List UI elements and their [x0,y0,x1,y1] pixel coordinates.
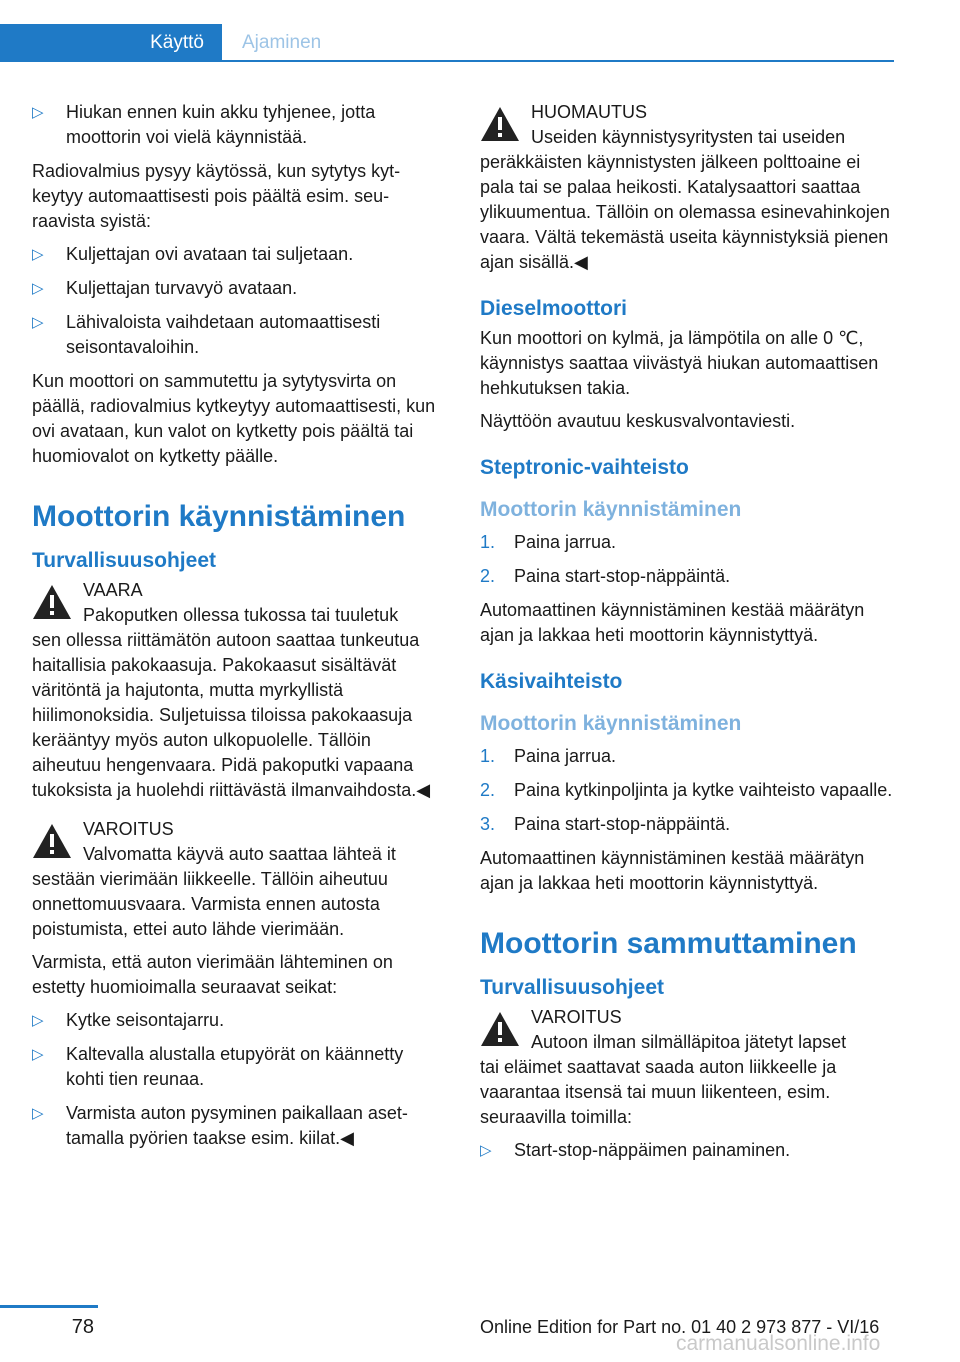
footer-divider [0,1305,98,1308]
right-column [480,100,894,1172]
list-item: ▷ Lähivaloista vaihdetaan automaattisesti seisontavaloihin. [32,312,381,357]
paragraph: Automaattinen käynnistäminen kestää määrätyn ajan ja lakkaa heti moottorin käynnistyttyä. [480,600,865,645]
warning-triangle-icon [32,823,72,859]
edition-footer: Online Edition for Part no. 01 40 2 973 877 - VI/16 [480,1317,880,1337]
warning-text: Pakoputken ollessa tukossa tai tuuletuk sen ollessa riittämätön autoon saattaa tunkeutua haitallisia pakokaasuja. Pakokaasut sisältävät väritöntä ja hajutonta, mutta myrkyllistä hiilimonoksidia. Suljetuissa tiloissa pakokaasuja kerääntyy myös auton ulkopuolelle. Tällöin aiheutuu hengenvaara. Pidä pakoputki vapaana tukoksista ja huolehdi riittävästä ilmanvaihdosta.◀ [32,605,431,800]
paragraph: Kun moottori on kylmä, ja lämpötila on alle 0 ℃, käynnistys saattaa viivästyä hiukan automaattisen hehkutuksen takia. [480,328,879,398]
warning-block [32,578,442,803]
list-item: ▷ Hiukan ennen kuin akku tyhjenee, jotta moottorin voi vielä käynnistää. [32,102,376,147]
paragraph: Varmista, että auton vierimään lähteminen on estetty huomioimalla seuraavat seikat: [32,952,393,997]
notice-title: HUOMAUTUS [531,102,647,122]
subsection-heading: Steptronic-vaihteisto [480,456,689,479]
bullet-icon: ▷ [32,104,44,121]
paragraph: Näyttöön avautuu keskusvalvontaviesti. [480,411,796,431]
warning-text: Valvomatta käyvä auto saattaa lähteä it sestään vierimään liikkeelle. Tällöin aiheutuu onnettomuusvaara. Varmista ennen autosta poistumista, ettei auto lähde vierimään. [32,844,396,939]
list-item: ▷ Varmista auton pysyminen paikallaan asettamalla pyörien taakse esim. kiilat.◀ [32,1103,408,1148]
bullet-icon: ▷ [32,1105,44,1122]
numbered-step: 1. Paina jarrua. [480,532,617,552]
minor-heading: Moottorin käynnistäminen [480,498,742,521]
list-item: ▷ Kaltevalla alustalla etupyörät on käännetty kohti tien reunaa. [32,1044,404,1089]
numbered-step: 1. Paina jarrua. [480,746,617,766]
bullet-icon: ▷ [32,1046,44,1063]
paragraph: Automaattinen käynnistäminen kestää määrätyn ajan ja lakkaa heti moottorin käynnistyttyä. [480,848,865,893]
warning-text: Autoon ilman silmälläpitoa jätetyt lapset tai eläimet saattavat saada auton liikkeelle ja vaarantaa itsensä tai muun liikenteen, esim. seuraavilla toimilla: [480,1032,847,1127]
list-item: ▷ Kuljettajan turvavyö avataan. [32,276,442,301]
numbered-step: 2. Paina kytkinpoljinta ja kytke vaihteisto vapaalle. [480,780,893,800]
paragraph: Radiovalmius pysyy käytössä, kun sytytys kytkeytyy automaattisesti pois päältä esim. seuraavista syistä: [32,161,401,231]
numbered-step: 2. Paina start-stop-näppäintä. [480,566,731,586]
subsection-heading: Käsivaihteisto [480,670,623,693]
warning-triangle-icon [480,106,520,142]
list-item: ▷ Start-stop-näppäimen painaminen. [480,1138,894,1163]
paragraph: Kun moottori on sammutettu ja sytytysvirta on päällä, radiovalmius kytkeytyy automaattisesti, kun ovi avataan, kun valot on kytketty pois päältä tai huomiovalot on kytketty päälle. [32,371,436,466]
subsection-heading: Turvallisuusohjeet [480,976,664,999]
warning-title: VAARA [83,580,143,600]
tab-kaytto[interactable]: Käyttö [0,24,222,62]
bullet-icon: ▷ [32,246,44,263]
page-header [0,0,960,62]
warning-title: VAROITUS [83,819,174,839]
notice-text: Useiden käynnistysyritysten tai useiden peräkkäisten käynnistysten jälkeen polttoaine ei pala tai se palaa heikosti. Katalysaattori saattaa ylikuumentua. Tällöin on olemassa esinevahinkojen vaara. Vältä tekemästä useita käynnistyksiä pienen ajan sisällä.◀ [480,127,890,272]
warning-triangle-icon [480,1011,520,1047]
numbered-step: 3. Paina start-stop-näppäintä. [480,814,731,834]
bullet-icon: ▷ [32,1012,44,1029]
notice-block [480,100,894,275]
minor-heading: Moottorin käynnistäminen [480,712,742,735]
bullet-icon: ▷ [32,314,44,331]
bullet-icon: ▷ [480,1142,492,1159]
header-divider [0,60,894,62]
subsection-heading: Dieselmoottori [480,297,628,320]
warning-triangle-icon [32,584,72,620]
section-heading: Moottorin sammuttaminen [480,927,857,960]
tab-ajaminen[interactable]: Ajaminen [222,24,894,62]
section-heading: Moottorin käynnistäminen [32,500,406,533]
subsection-heading: Turvallisuusohjeet [32,549,216,572]
list-item: ▷ Kytke seisontajarru. [32,1008,442,1033]
warning-title: VAROITUS [531,1007,622,1027]
left-column [32,100,442,1160]
bullet-icon: ▷ [32,280,44,297]
watermark: carmanualsonline.info [676,1332,881,1355]
page-number: 78 [71,1316,94,1338]
list-item: ▷ Kuljettajan ovi avataan tai suljetaan. [32,242,442,267]
warning-block [32,817,442,942]
warning-block [480,1005,894,1130]
